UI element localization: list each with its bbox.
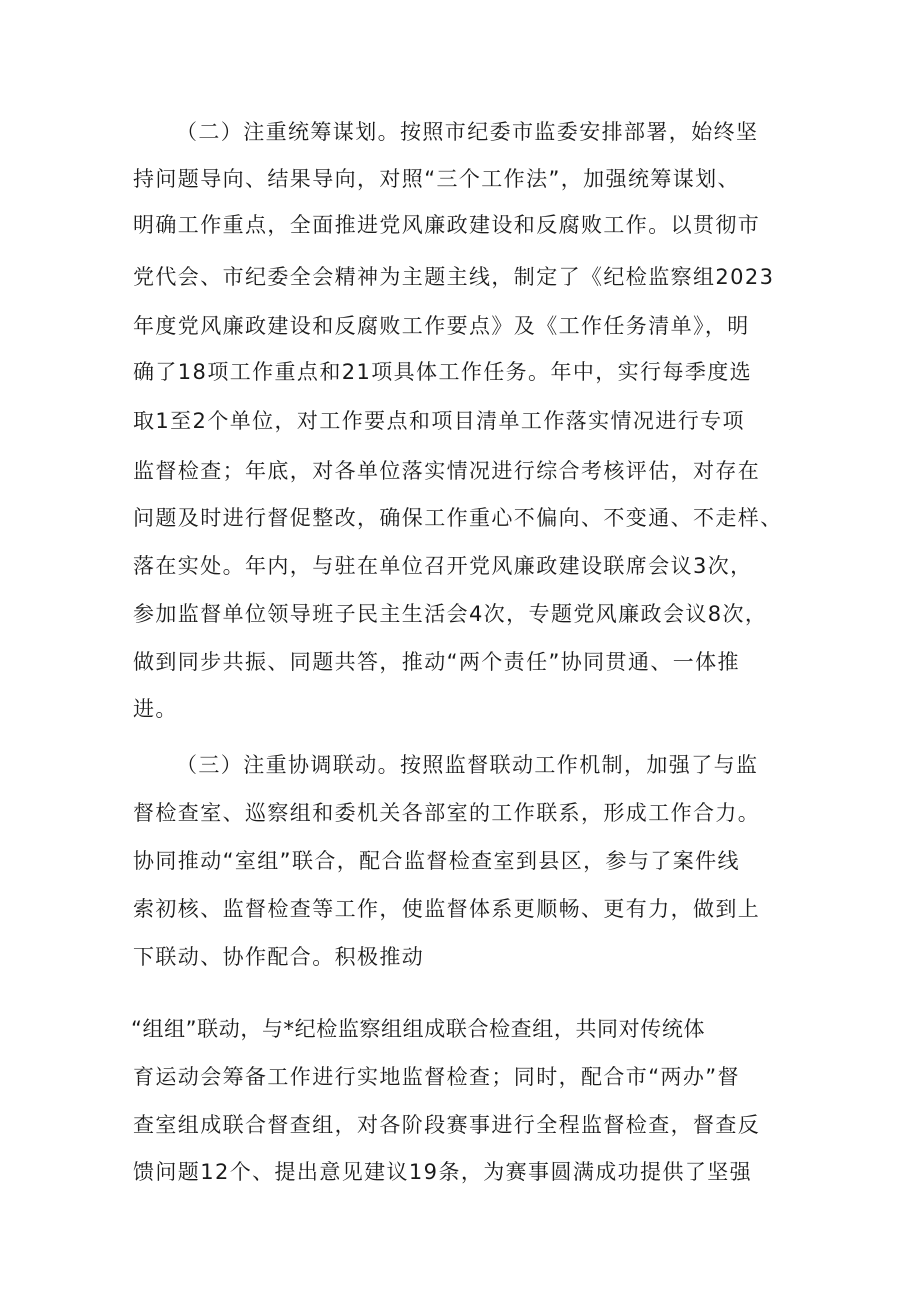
paragraph-2-line-10: 落在实处。年内，与驻在单位召开党风廉政建设联席会议3次，	[133, 554, 753, 578]
paragraph-3-line-4: 索初核、监督检查等工作，使监督体系更顺畅、更有力，做到上	[133, 897, 761, 921]
paragraph-4-line-2: 育运动会筹备工作进行实地监督检查；同时，配合市“两办”督	[133, 1065, 740, 1089]
paragraph-2-line-2: 持问题导向、结果导向，对照“三个工作法”，加强统筹谋划、	[133, 167, 740, 191]
paragraph-2-line-13: 进。	[133, 697, 178, 721]
paragraph-4-line-4: 馈问题12个、提出意见建议19条，为赛事圆满成功提供了坚强	[133, 1160, 753, 1184]
paragraph-2-line-11: 参加监督单位领导班子民主生活会4次，专题党风廉政会议8次，	[133, 602, 768, 626]
paragraph-2-line-9: 问题及时进行督促整改，确保工作重心不偏向、不变通、不走样、	[133, 506, 783, 530]
paragraph-4-line-1: “组组”联动，与*纪检监察组组成联合检查组，共同对传统体	[131, 1017, 706, 1041]
paragraph-3-line-3: 协同推动“室组”联合，配合监督检查室到县区，参与了案件线	[133, 849, 740, 873]
paragraph-2-line-7: 取1至2个单位，对工作要点和项目清单工作落实情况进行专项	[133, 409, 745, 433]
paragraph-3-line-5: 下联动、协作配合。积极推动	[133, 945, 425, 969]
paragraph-2-line-1: （二）注重统筹谋划。按照市纪委市监委安排部署，始终坚	[176, 120, 759, 144]
paragraph-2-line-6: 确了18项工作重点和21项具体工作任务。年中，实行每季度选	[133, 360, 753, 384]
paragraph-2-line-12: 做到同步共振、同题共答，推动“两个责任”协同贯通、一体推	[133, 650, 740, 674]
paragraph-2-line-8: 监督检查；年底，对各单位落实情况进行综合考核评估，对存在	[133, 459, 761, 483]
paragraph-2-line-3: 明确工作重点，全面推进党风廉政建设和反腐败工作。以贯彻市	[133, 213, 761, 237]
paragraph-3-line-2: 督检查室、巡察组和委机关各部室的工作联系，形成工作合力。	[133, 801, 761, 825]
paragraph-2-line-5: 年度党风廉政建设和反腐败工作要点》及《工作任务清单》，明	[133, 314, 750, 338]
paragraph-2-line-4: 党代会、市纪委全会精神为主题主线，制定了《纪检监察组2023	[133, 265, 775, 289]
paragraph-3-line-1: （三）注重协调联动。按照监督联动工作机制，加强了与监	[176, 753, 759, 777]
paragraph-4-line-3: 查室组成联合督查组，对各阶段赛事进行全程监督检查，督查反	[133, 1113, 761, 1137]
